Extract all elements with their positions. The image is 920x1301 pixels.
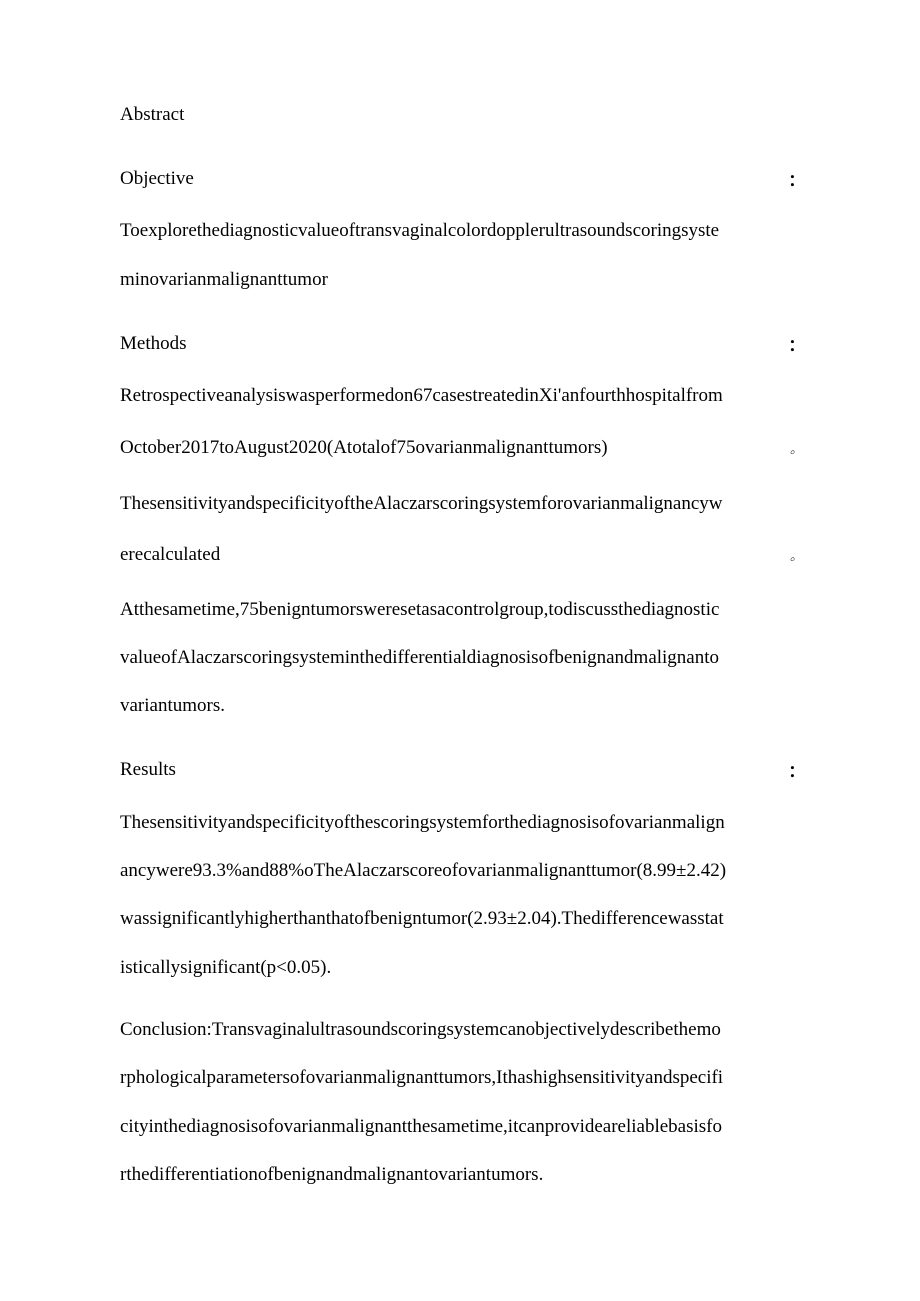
objective-heading: Objective <box>120 168 194 189</box>
methods-heading: Methods <box>120 333 187 354</box>
objective-line-2: minovarianmalignanttumor <box>120 269 328 290</box>
methods-line-6: valueofAlaczarscoringsysteminthedifferentialdiagnosisofbenignandmalignanto <box>120 647 720 668</box>
methods-colon: ： <box>788 335 808 356</box>
methods-period-1: 。 <box>790 441 804 456</box>
methods-period-2: 。 <box>790 548 804 563</box>
results-colon: ： <box>788 761 808 782</box>
results-line-1: Thesensitivityandspecificityofthescoringsystemforthediagnosisofovarianmalign <box>120 812 725 833</box>
conclusion-line-3: cityinthediagnosisofovarianmalignantthesametime,itcanprovideareliablebasisfo <box>120 1116 722 1137</box>
methods-line-1: Retrospectiveanalysiswasperformedon67casestreatedinXi'anfourthhospitalfrom <box>120 385 723 406</box>
methods-line-3: ThesensitivityandspecificityoftheAlaczarscoringsystemforovarianmalignancyw <box>120 493 723 514</box>
objective-colon: ： <box>788 170 808 191</box>
methods-line-2: October2017toAugust2020(Atotalof75ovarianmalignanttumors) <box>120 437 608 458</box>
methods-line-5: Atthesametime,75benigntumorsweresetasacontrolgroup,todiscussthediagnostic <box>120 599 720 620</box>
results-line-3: wassignificantlyhigherthanthatofbenigntumor(2.93±2.04).Thedifferencewasstat <box>120 908 724 929</box>
results-line-2: ancywere93.3%and88%oTheAlaczarscoreofovarianmalignanttumor(8.99±2.42) <box>120 860 727 881</box>
results-heading: Results <box>120 759 176 780</box>
results-line-4: isticallysignificant(p<0.05). <box>120 957 332 978</box>
conclusion-line-1: Conclusion:Transvaginalultrasoundscoringsystemcanobjectivelydescribethemo <box>120 1019 721 1040</box>
conclusion-line-2: rphologicalparametersofovarianmalignanttumors,Ithashighsensitivityandspecifi <box>120 1067 724 1088</box>
methods-line-7: variantumors. <box>120 695 226 716</box>
objective-line-1: Toexplorethediagnosticvalueoftransvaginalcolordopplerultrasoundscoringsyste <box>120 220 720 241</box>
abstract-heading: Abstract <box>120 104 185 125</box>
methods-line-4: erecalculated <box>120 544 221 565</box>
conclusion-line-4: rthedifferentiationofbenignandmalignantovariantumors. <box>120 1164 544 1185</box>
